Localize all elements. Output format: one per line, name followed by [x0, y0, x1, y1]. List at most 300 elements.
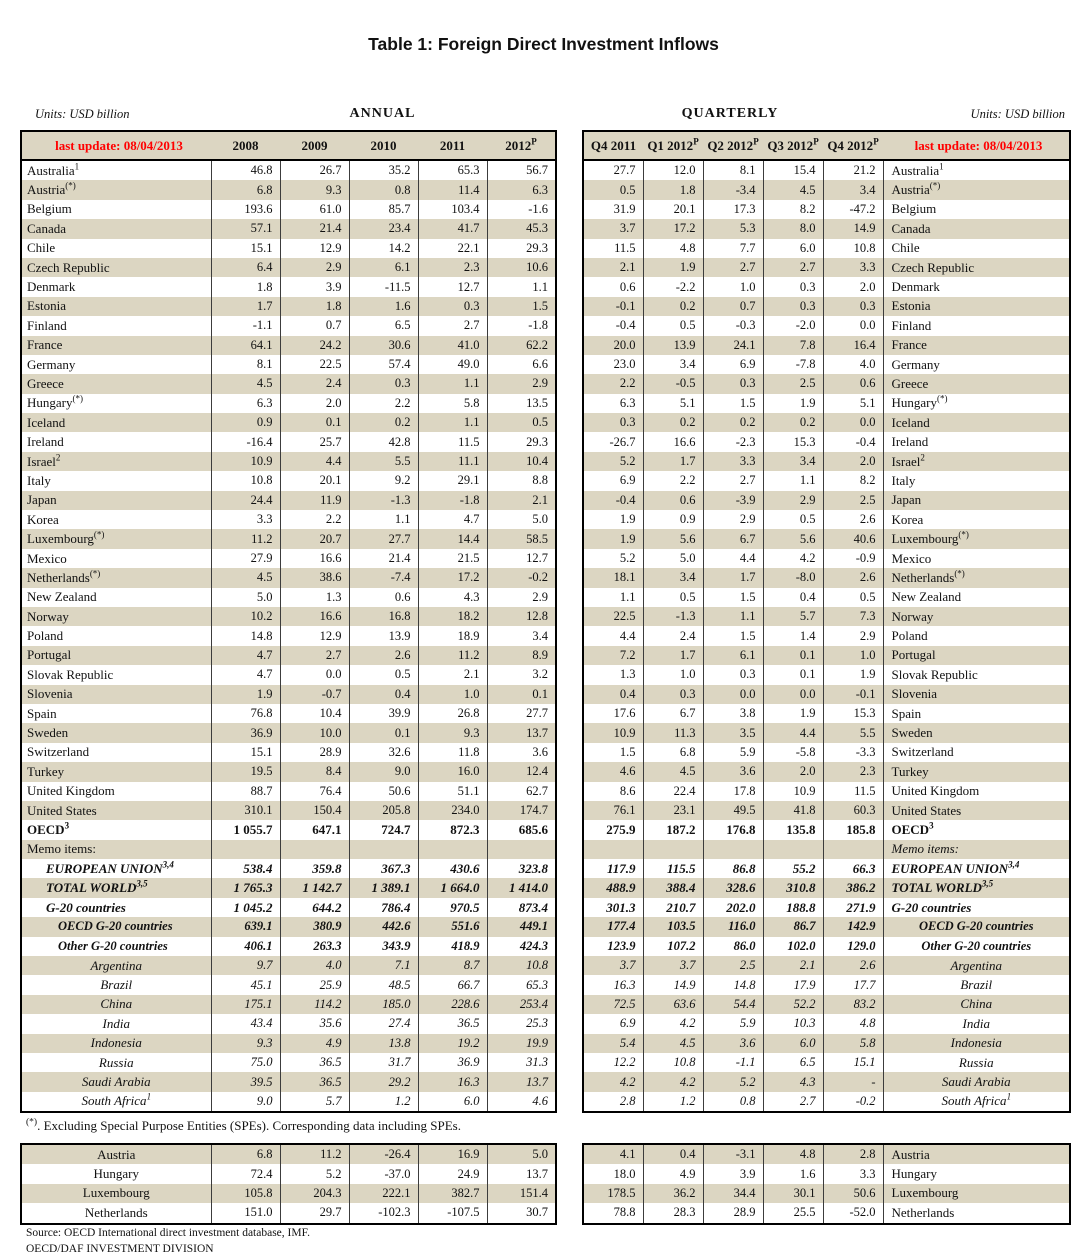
quarterly-value-cell: 1.1: [619, 589, 636, 604]
table-row: [583, 1072, 1070, 1091]
quarterly-value-cell: 0.5: [763, 510, 823, 529]
annual-value-cell: 15.1: [211, 239, 280, 258]
quarterly-value-cell: 2.8: [823, 1144, 883, 1164]
table-row: [21, 510, 556, 529]
table-row: [583, 471, 1070, 490]
row-label: [21, 975, 211, 994]
annual-value-cell: 0.5: [349, 665, 418, 684]
quarterly-value-cell: [703, 840, 763, 859]
quarterly-value-cell: 177.4: [583, 917, 643, 936]
annual-value-cell: 72.4: [211, 1164, 280, 1183]
row-label-text: Mexico: [891, 550, 932, 566]
annual-value-cell: 6.6: [487, 355, 556, 374]
row-label-text: Turkey: [27, 763, 65, 779]
row-label-text: Belgium: [891, 201, 937, 217]
quarterly-value-cell: 0.2: [643, 297, 703, 316]
annual-value-cell: 1 414.0: [487, 878, 556, 897]
annual-value-cell: [280, 840, 349, 859]
quarterly-value-cell: 2.7: [703, 258, 763, 277]
annual-value-cell: 1 142.7: [280, 878, 349, 897]
table-row: [21, 355, 556, 374]
label-superscript: 3,5: [981, 878, 994, 889]
annual-value-cell: 29.1: [418, 471, 487, 490]
table-row: [21, 1184, 556, 1203]
table-row: [21, 1164, 556, 1183]
annual-value-cell: 418.9: [418, 937, 487, 956]
annual-value-cell: 38.6: [280, 568, 349, 587]
annual-value-cell: 1.9: [211, 685, 280, 704]
quarterly-value-cell: 11.5: [823, 782, 883, 801]
table-row: [21, 529, 556, 548]
annual-value-cell: 4.7: [211, 646, 280, 665]
row-label-text: Slovenia: [891, 686, 937, 702]
quarterly-value-cell: 27.7: [613, 163, 636, 178]
quarterly-value-cell: 15.4: [763, 160, 823, 180]
annual-value-cell: 105.8: [211, 1184, 280, 1203]
annual-value-cell: 0.5: [487, 413, 556, 432]
quarterly-value-cell: 1.5: [703, 394, 763, 413]
quarterly-value-cell: 2.6: [823, 510, 883, 529]
annual-value-cell: [211, 840, 280, 859]
quarterly-value-cell: 23.0: [613, 357, 636, 372]
row-label: [21, 200, 211, 219]
row-label: [21, 336, 211, 355]
annual-value-cell: 5.0: [487, 510, 556, 529]
quarterly-value-cell: 7.7: [703, 239, 763, 258]
quarterly-value-cell: 0.3: [703, 374, 763, 393]
annual-value-cell: 8.7: [418, 956, 487, 975]
annual-value-cell: 2.1: [487, 491, 556, 510]
row-label: [21, 491, 211, 510]
quarterly-value-cell: 1.9: [643, 258, 703, 277]
row-label-right: [883, 782, 1070, 801]
table-row: [583, 607, 1070, 626]
quarterly-value-cell: 328.6: [703, 878, 763, 897]
quarterly-value-cell: 17.2: [643, 219, 703, 238]
units-label-right: Units: USD billion: [970, 107, 1065, 121]
table-row: [583, 685, 1070, 704]
row-label-text: Finland: [891, 317, 932, 333]
quarterly-value-cell: 1.7: [643, 646, 703, 665]
quarterly-value-cell: 488.9: [583, 878, 643, 897]
quarterly-value-cell: 2.0: [823, 277, 883, 296]
quarterly-value-cell: 0.0: [823, 316, 883, 335]
row-label-text: New Zealand: [27, 589, 97, 605]
annual-value-cell: 31.7: [349, 1053, 418, 1072]
last-update-label-right: last update: 08/04/2013: [883, 131, 1070, 160]
spe-quarterly-table: [582, 1143, 1071, 1225]
quarterly-value-cell: 5.8: [823, 1034, 883, 1053]
quarterly-value-cell: 1.2: [643, 1092, 703, 1112]
row-label-text: OECD: [27, 821, 65, 837]
quarterly-value-cell: 185.8: [823, 820, 883, 839]
annual-value-cell: 4.5: [211, 568, 280, 587]
annual-value-cell: [487, 840, 556, 859]
table-row: [583, 277, 1070, 296]
quarterly-value-cell: 15.3: [823, 704, 883, 723]
annual-value-cell: 6.1: [349, 258, 418, 277]
quarterly-value-cell: 54.4: [703, 995, 763, 1014]
quarterly-value-cell: 18.1: [583, 568, 643, 587]
quarterly-value-cell: 86.8: [703, 859, 763, 878]
row-label-right: [883, 219, 1070, 238]
quarterly-value-cell: 107.2: [643, 937, 703, 956]
row-label-text: OECD: [891, 821, 930, 837]
table-gap: [557, 1143, 582, 1225]
annual-value-cell: 16.0: [418, 762, 487, 781]
quarterly-value-cell: 17.3: [703, 200, 763, 219]
quarterly-value-cell: 386.2: [823, 878, 883, 897]
annual-value-cell: 1.8: [280, 297, 349, 316]
quarterly-value-cell: 30.1: [763, 1184, 823, 1203]
annual-value-cell: 22.5: [280, 355, 349, 374]
annual-value-cell: 66.7: [418, 975, 487, 994]
row-label-right: [883, 995, 1070, 1014]
row-label-text: Poland: [891, 628, 928, 644]
annual-value-cell: 873.4: [487, 898, 556, 917]
quarterly-value-cell: 31.9: [613, 201, 636, 216]
quarterly-value-cell: -2.2: [643, 277, 703, 296]
table-row: [21, 665, 556, 684]
quarterly-value-cell: 5.0: [643, 549, 703, 568]
row-label: [21, 510, 211, 529]
annual-value-cell: 228.6: [418, 995, 487, 1014]
annual-value-cell: 5.7: [280, 1092, 349, 1112]
table-row: [21, 471, 556, 490]
quarterly-value-cell: 3.6: [703, 762, 763, 781]
annual-value-cell: 5.0: [487, 1144, 556, 1164]
row-label-text: Netherlands: [27, 569, 90, 585]
annual-value-cell: 263.3: [280, 937, 349, 956]
table-row: [583, 510, 1070, 529]
annual-value-cell: 0.8: [349, 180, 418, 199]
annual-value-cell: 14.8: [211, 626, 280, 645]
quarterly-value-cell: 5.2: [583, 452, 643, 471]
quarterly-value-cell: 3.5: [703, 723, 763, 742]
label-superscript: P: [693, 136, 699, 147]
page-title: Table 1: Foreign Direct Investment Inflows: [368, 34, 719, 54]
table-row: [583, 394, 1070, 413]
row-label-right: [883, 258, 1070, 277]
quarterly-value-cell: 0.1: [763, 665, 823, 684]
row-label-right: [883, 607, 1070, 626]
table-row: [583, 665, 1070, 684]
label-superscript: 1: [146, 1092, 152, 1103]
row-label: [21, 549, 211, 568]
annual-value-cell: 24.4: [211, 491, 280, 510]
quarterly-value-cell: 271.9: [823, 898, 883, 917]
annual-value-cell: 5.5: [349, 452, 418, 471]
annual-value-cell: 19.2: [418, 1034, 487, 1053]
table-row: [21, 646, 556, 665]
annual-value-cell: 0.4: [349, 685, 418, 704]
quarterly-col-header-Q4-2012-text: Q4 2012: [827, 137, 874, 153]
annual-col-header-2012-text: 2012: [505, 137, 532, 153]
annual-value-cell: 11.2: [211, 529, 280, 548]
quarterly-value-cell: 4.6: [583, 762, 643, 781]
annual-value-cell: 0.1: [280, 413, 349, 432]
annual-value-cell: 50.6: [349, 782, 418, 801]
quarterly-value-cell: 2.1: [763, 956, 823, 975]
table-row: [583, 529, 1070, 548]
row-label-right: [883, 277, 1070, 296]
row-label-text: Argentina: [90, 957, 142, 973]
table-row: [583, 160, 1070, 180]
quarterly-value-cell: 5.4: [583, 1034, 643, 1053]
table-row: [583, 995, 1070, 1014]
table-row: [21, 1053, 556, 1072]
quarterly-value-cell: 0.1: [763, 646, 823, 665]
annual-value-cell: 1 765.3: [211, 878, 280, 897]
quarterly-value-cell: 0.5: [583, 180, 643, 199]
quarterly-value-cell: 28.9: [703, 1203, 763, 1223]
row-label: [21, 1014, 211, 1033]
quarterly-value-cell: 8.6: [619, 783, 636, 798]
row-label-right: [883, 626, 1070, 645]
table-row: [583, 782, 1070, 801]
annual-value-cell: -37.0: [349, 1164, 418, 1183]
label-superscript: P: [753, 136, 759, 147]
annual-col-header-2009: [280, 131, 349, 160]
quarterly-value-cell: 1.9: [619, 512, 636, 527]
annual-value-cell: -1.6: [487, 200, 556, 219]
annual-value-cell: 0.1: [349, 723, 418, 742]
quarterly-value-cell: 388.4: [643, 878, 703, 897]
annual-value-cell: 10.4: [280, 704, 349, 723]
quarterly-value-cell: 5.1: [823, 394, 883, 413]
quarterly-value-cell: 5.9: [703, 743, 763, 762]
quarterly-value-cell: 3.7: [643, 956, 703, 975]
row-label-right: [883, 743, 1070, 762]
annual-value-cell: 35.2: [349, 160, 418, 180]
table-row: [21, 1034, 556, 1053]
row-label-text: Chile: [891, 240, 920, 256]
quarterly-value-cell: 187.2: [643, 820, 703, 839]
quarterly-value-cell: 3.3: [823, 1164, 883, 1183]
annual-value-cell: 88.7: [211, 782, 280, 801]
quarterly-value-cell: 3.3: [823, 258, 883, 277]
table-row: [583, 704, 1070, 723]
row-label: [21, 956, 211, 975]
annual-value-cell: 114.2: [280, 995, 349, 1014]
table-row: [21, 1144, 556, 1164]
row-label-right: [883, 723, 1070, 742]
row-label-text: Canada: [891, 220, 931, 236]
quarterly-value-cell: 8.0: [763, 219, 823, 238]
annual-value-cell: 15.1: [211, 743, 280, 762]
annual-value-cell: 10.2: [211, 607, 280, 626]
row-label: [21, 995, 211, 1014]
quarterly-value-cell: 0.6: [823, 374, 883, 393]
table-row: [21, 762, 556, 781]
row-label-text: Slovak Republic: [27, 666, 114, 682]
quarterly-value-cell: 6.0: [763, 1034, 823, 1053]
annual-value-cell: 26.7: [280, 160, 349, 180]
row-label-text: Italy: [27, 472, 51, 488]
quarterly-value-cell: 176.8: [703, 820, 763, 839]
annual-col-header-2010: [349, 131, 418, 160]
row-label-text: Indonesia: [90, 1035, 142, 1051]
quarterly-value-cell: 0.4: [583, 685, 643, 704]
row-label-text: Korea: [891, 511, 924, 527]
annual-value-cell: 24.9: [418, 1164, 487, 1183]
table-row: [583, 1034, 1070, 1053]
row-label-text: Indonesia: [950, 1035, 1002, 1051]
quarterly-value-cell: 2.9: [823, 626, 883, 645]
annual-value-cell: 10.0: [280, 723, 349, 742]
annual-value-cell: 29.7: [280, 1203, 349, 1223]
quarterly-value-cell: 117.9: [606, 860, 636, 876]
row-label-text: Greece: [27, 375, 64, 391]
row-label-right: [883, 491, 1070, 510]
row-label-text: India: [962, 1015, 990, 1031]
row-label-text: France: [891, 337, 927, 353]
table-row: [583, 626, 1070, 645]
quarterly-value-cell: 22.4: [643, 782, 703, 801]
annual-value-cell: 2.0: [280, 394, 349, 413]
quarterly-value-cell: 0.2: [643, 413, 703, 432]
annual-value-cell: 19.9: [487, 1034, 556, 1053]
table-row: [583, 180, 1070, 199]
annual-value-cell: 193.6: [211, 200, 280, 219]
table-row: [21, 859, 556, 878]
annual-value-cell: 0.9: [211, 413, 280, 432]
table-row: [583, 801, 1070, 820]
quarterly-value-cell: 0.3: [823, 297, 883, 316]
quarterly-value-cell: 0.3: [763, 277, 823, 296]
annual-value-cell: 449.1: [487, 917, 556, 936]
label-superscript: (*): [929, 180, 941, 191]
quarterly-value-cell: -2.3: [703, 432, 763, 451]
annual-col-header-2010-text: 2010: [370, 137, 397, 153]
row-label: [21, 840, 211, 859]
quarterly-value-cell: 5.9: [703, 1014, 763, 1033]
row-label-right: [883, 840, 1070, 859]
quarterly-value-cell: 2.7: [763, 258, 823, 277]
row-label: [21, 374, 211, 393]
table-row: [21, 588, 556, 607]
quarterly-value-cell: 6.7: [643, 704, 703, 723]
quarterly-value-cell: 3.3: [703, 452, 763, 471]
quarterly-value-cell: 1.4: [763, 626, 823, 645]
quarterly-value-cell: 14.8: [703, 975, 763, 994]
quarterly-value-cell: 5.5: [823, 723, 883, 742]
row-label-text: Memo items:: [27, 841, 96, 857]
annual-value-cell: 58.5: [487, 529, 556, 548]
annual-value-cell: 16.3: [418, 1072, 487, 1091]
quarterly-value-cell: 60.3: [823, 801, 883, 820]
table-row: [583, 200, 1070, 219]
quarterly-value-cell: 210.7: [643, 898, 703, 917]
table-row: [21, 277, 556, 296]
quarterly-col-header-Q4-2011: [583, 131, 643, 160]
row-label: [21, 917, 211, 936]
table-row: [583, 646, 1070, 665]
row-label-right: [883, 704, 1070, 723]
table-row: [583, 878, 1070, 897]
quarterly-value-cell: 14.9: [643, 975, 703, 994]
annual-value-cell: 3.6: [487, 743, 556, 762]
table-row: [583, 743, 1070, 762]
annual-value-cell: 0.2: [349, 413, 418, 432]
quarterly-value-cell: 4.4: [703, 549, 763, 568]
table-row: [583, 588, 1070, 607]
annual-value-cell: 29.3: [487, 432, 556, 451]
row-label-text: Chile: [27, 240, 56, 256]
quarterly-value-cell: 1.0: [643, 665, 703, 684]
row-label-right: [883, 374, 1070, 393]
annual-value-cell: 1.2: [349, 1092, 418, 1112]
label-superscript: (*): [958, 529, 969, 540]
annual-value-cell: 13.5: [487, 394, 556, 413]
table-row: [21, 743, 556, 762]
annual-value-cell: 12.9: [280, 626, 349, 645]
annual-value-cell: 45.3: [487, 219, 556, 238]
row-label-text: Norway: [27, 608, 69, 624]
quarterly-value-cell: 0.5: [823, 588, 883, 607]
quarterly-value-cell: 14.9: [823, 219, 883, 238]
table-row: [21, 568, 556, 587]
annual-value-cell: 724.7: [349, 820, 418, 839]
row-label: [21, 723, 211, 742]
annual-value-cell: 27.7: [487, 704, 556, 723]
annual-value-cell: 3.4: [487, 626, 556, 645]
quarterly-value-cell: 5.2: [619, 551, 636, 565]
quarterly-value-cell: 40.6: [823, 529, 883, 548]
label-superscript: 3,4: [1008, 859, 1020, 870]
quarterly-value-cell: 2.6: [823, 568, 883, 587]
row-label-text: OECD G-20 countries: [58, 919, 173, 934]
quarterly-value-cell: 12.0: [643, 160, 703, 180]
quarterly-value-cell: -: [823, 1072, 883, 1091]
row-label: [21, 239, 211, 258]
last-update-label-left: last update: 08/04/2013: [21, 131, 211, 160]
quarterly-value-cell: 5.2: [703, 1072, 763, 1091]
footnote-marker: (*): [26, 1117, 38, 1128]
annual-value-cell: 65.3: [487, 975, 556, 994]
row-label-text: Italy: [891, 472, 916, 488]
quarterly-value-cell: 2.5: [823, 491, 883, 510]
annual-value-cell: 61.0: [280, 200, 349, 219]
row-label-text: Denmark: [27, 279, 76, 295]
annual-col-header-2009-text: 2009: [301, 137, 328, 153]
annual-value-cell: 16.6: [280, 549, 349, 568]
row-label-text: Luxembourg: [82, 1185, 150, 1201]
annual-value-cell: 1.3: [280, 588, 349, 607]
annual-value-cell: 35.6: [280, 1014, 349, 1033]
table-gap: [557, 130, 582, 1113]
quarterly-value-cell: 2.6: [823, 956, 883, 975]
annual-value-cell: 46.8: [211, 160, 280, 180]
row-label-right: [883, 180, 1070, 199]
annual-value-cell: 76.4: [280, 782, 349, 801]
quarterly-value-cell: -47.2: [823, 200, 883, 219]
annual-value-cell: 8.4: [280, 762, 349, 781]
annual-value-cell: 21.4: [349, 549, 418, 568]
quarterly-value-cell: 66.3: [823, 859, 883, 878]
quarterly-table: [582, 130, 1071, 1113]
annual-value-cell: 205.8: [349, 801, 418, 820]
row-label-right: [883, 801, 1070, 820]
table-row: [21, 549, 556, 568]
table-row: [583, 937, 1070, 956]
annual-table: [20, 130, 557, 1113]
table-row: [583, 956, 1070, 975]
row-label-text: Canada: [27, 220, 66, 236]
table-row: [583, 1184, 1070, 1203]
quarterly-value-cell: -3.9: [703, 491, 763, 510]
annual-value-cell: 0.3: [418, 297, 487, 316]
